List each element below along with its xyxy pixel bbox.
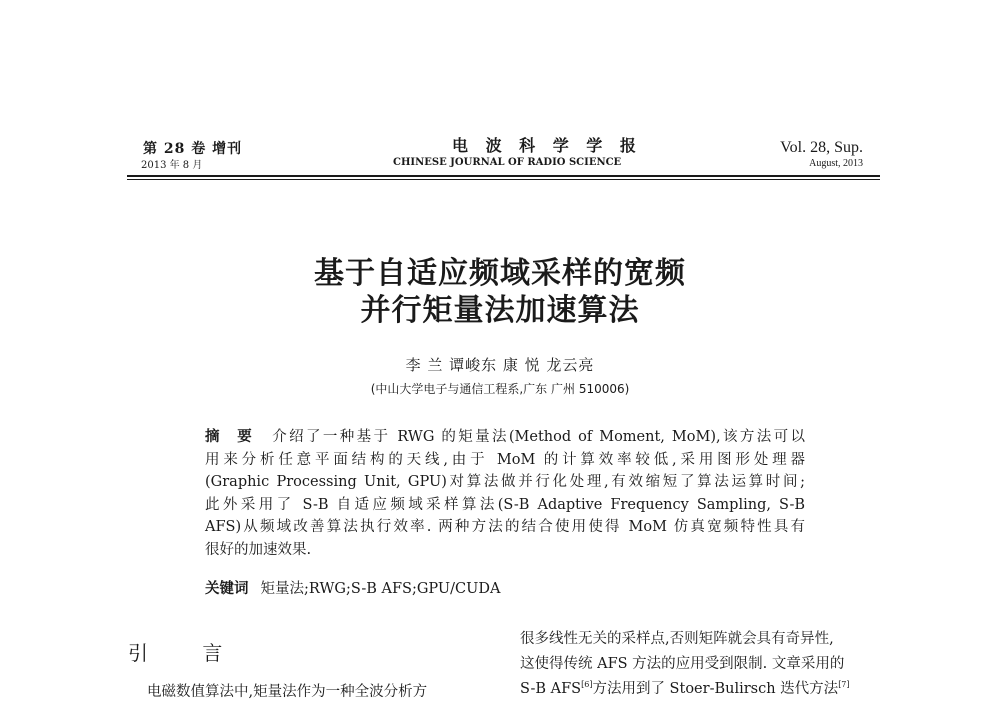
affiliation: (中山大学电子与通信工程系,广东 广州 510006) bbox=[370, 382, 630, 396]
keywords bbox=[205, 577, 500, 598]
abstract-label: 摘 要 bbox=[205, 429, 259, 445]
right-line-3 bbox=[520, 677, 880, 702]
abstract bbox=[205, 426, 805, 562]
abstract-line-4: 此外采用了 S-B 自适应频域采样算法(S-B Adaptive Frequency Sampling, S-B bbox=[205, 496, 805, 513]
journal-title-en: CHINESE JOURNAL OF RADIO SCIENCE bbox=[393, 157, 622, 168]
abstract-text: 介绍了一种基于 RWG 的矩量法(Method of Moment, MoM),该方法可以 bbox=[272, 429, 805, 445]
header-rule-thick bbox=[127, 175, 880, 177]
keywords-label: 关键词 bbox=[205, 581, 249, 597]
paper-title-line1: 基于自适应频域采样的宽频 bbox=[314, 256, 686, 291]
volume-en: Vol. 28, Sup. bbox=[780, 139, 863, 156]
section-heading-intro: 引 言 bbox=[128, 641, 247, 665]
abstract-line-5: AFS)从频域改善算法执行效率. 两种方法的结合使用使得 MoM 仿真宽频特性具有 bbox=[205, 519, 805, 536]
authors: 李 兰 谭峻东 康 悦 龙云亮 bbox=[405, 356, 595, 374]
right-line-3-post: 方法用到了 Stoer-Bulirsch 迭代方法 bbox=[592, 681, 839, 697]
abstract-line-3: (Graphic Processing Unit, GPU)对算法做并行化处理,有效缩短了算法运算时间; bbox=[205, 474, 805, 491]
date-cn: 2013 年 8 月 bbox=[141, 160, 203, 171]
right-line-3-pre: S-B AFS bbox=[520, 681, 582, 697]
intro-right-column bbox=[520, 627, 880, 702]
journal-title-cn: 电 波 科 学 学 报 bbox=[452, 136, 642, 155]
right-line-1: 很多线性无关的采样点,否则矩阵就会具有奇异性, bbox=[520, 631, 834, 647]
keywords-text: 矩量法;RWG;S-B AFS;GPU/CUDA bbox=[260, 581, 501, 597]
date-en: August, 2013 bbox=[809, 158, 863, 169]
citation-6: [6] bbox=[581, 680, 593, 690]
citation-7: [7] bbox=[838, 680, 850, 690]
paper-title-line2: 并行矩量法加速算法 bbox=[360, 293, 640, 328]
intro-left-line: 电磁数值算法中,矩量法作为一种全波分析方 bbox=[147, 684, 428, 700]
right-line-2: 这使得传统 AFS 方法的应用受到限制. 文章采用的 bbox=[520, 656, 845, 672]
abstract-line-6: 很好的加速效果. bbox=[205, 541, 312, 558]
abstract-line-1 bbox=[205, 426, 805, 449]
header-rule-thin bbox=[127, 179, 880, 180]
volume-cn: 第 28 卷 增刊 bbox=[143, 141, 243, 157]
abstract-line-2: 用来分析任意平面结构的天线,由于 MoM 的计算效率较低,采用图形处理器 bbox=[205, 451, 805, 468]
